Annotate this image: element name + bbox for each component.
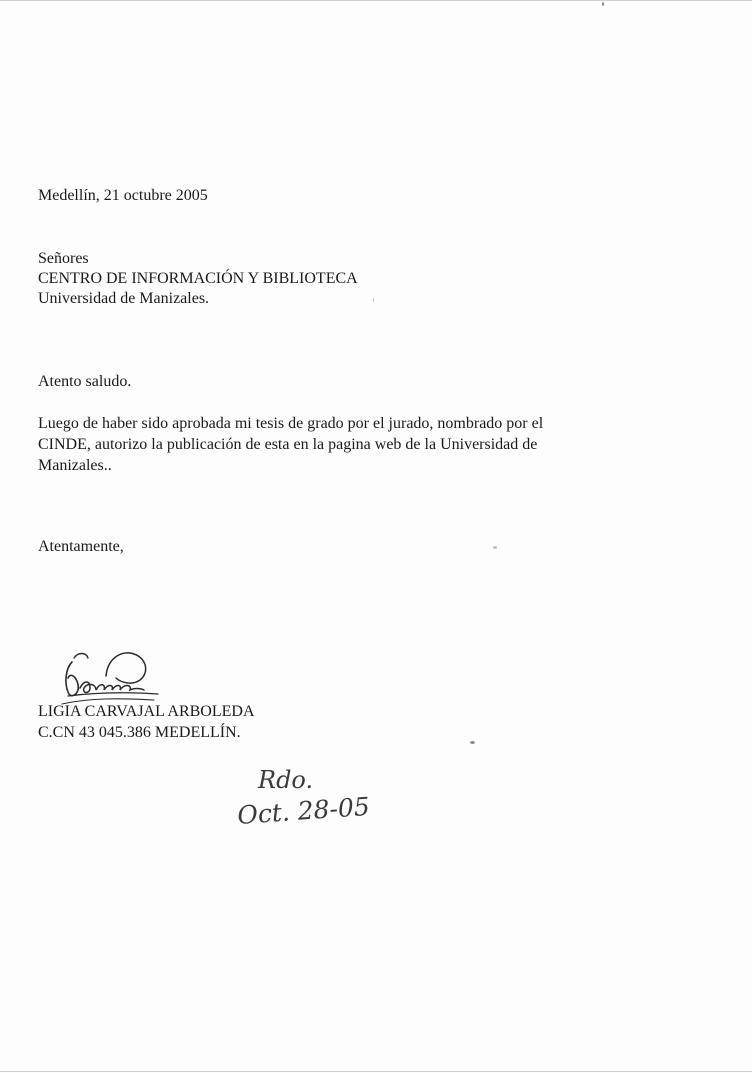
handwritten-note-line-1: Rdo. — [258, 766, 314, 794]
signer-id: C.CN 43 045.386 MEDELLÍN. — [38, 724, 241, 741]
scan-speck — [602, 2, 604, 6]
recipient-institution: Universidad de Manizales. — [38, 290, 210, 307]
signer-name: LIGIA CARVAJAL ARBOLEDA — [38, 703, 255, 720]
recipient-salutation: Señores — [38, 250, 89, 267]
handwritten-note-line-2: Oct. 28-05 — [236, 791, 371, 830]
date-line: Medellín, 21 octubre 2005 — [38, 187, 208, 204]
scan-edge-bottom — [0, 1071, 752, 1072]
handwritten-note — [228, 760, 428, 840]
body-line-2: CINDE, autorizo la publicación de esta en la pagina web de la Universidad de — [38, 436, 538, 453]
body-line-1: Luego de haber sido aprobada mi tesis de grado por el jurado, nombrado por el — [38, 415, 544, 432]
scan-speck — [493, 546, 497, 549]
body-line-3: Manizales.. — [38, 457, 112, 474]
scan-speck — [470, 741, 475, 744]
scan-speck — [373, 298, 374, 302]
scan-edge-top — [0, 0, 752, 1]
greeting: Atento saludo. — [38, 373, 132, 390]
recipient-organization: CENTRO DE INFORMACIÓN Y BIBLIOTECA — [38, 270, 358, 287]
closing: Atentamente, — [38, 538, 124, 555]
